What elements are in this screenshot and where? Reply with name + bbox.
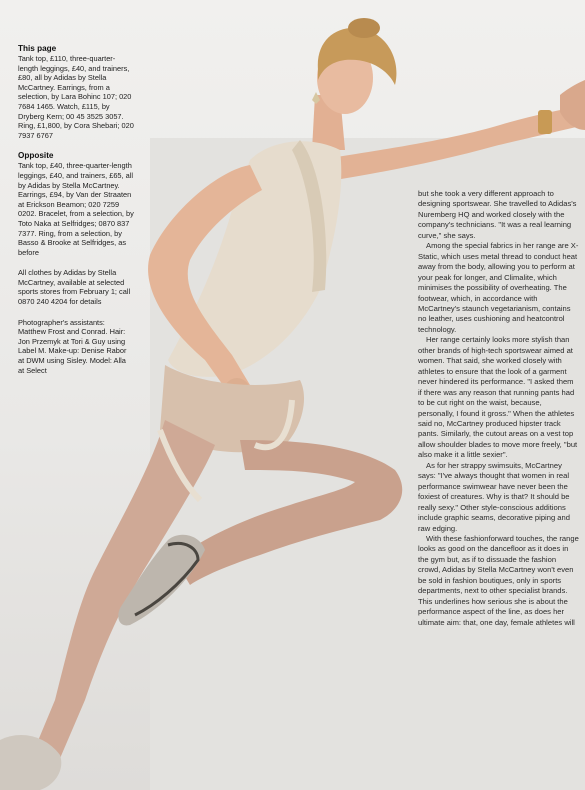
leggings-back-leg bbox=[30, 420, 215, 770]
credits-this-page-heading: This page bbox=[18, 44, 57, 53]
credits-photography-text: Photographer's assistants: Matthew Frost and Conrad. Hair: Jon Przemyk at Tori & Guy using Label M. Make-up: Denise Rabor at DWM using Sisley. Model: Alla at Select bbox=[18, 317, 127, 375]
credits-stockists-text: All clothes by Adidas by Stella McCartney, available at selected sports stores from February 1; call 0870 240 4204 for details bbox=[18, 268, 131, 307]
credits-stockists bbox=[18, 268, 134, 306]
credits-opposite-heading: Opposite bbox=[18, 151, 54, 161]
credits-opposite bbox=[18, 151, 134, 257]
article-paragraph: but she took a very different approach to designing sportswear. She travelled to Adidas's Nuremberg HQ and worked closely with the company's technicians. "It was a real learning curve," she says. bbox=[418, 189, 577, 240]
credits-this-page-text: Tank top, £110, three-quarter-length leggings, £40, and trainers, £80, all by Adidas by Stella McCartney. Earrings, from a selection, by Lara Bohinc 107; 020 7684 1465. Watch, £115, by Dryberg Kern; 00 45 3525 3057. Ring, £1,800, by Cora Shebari; 020 7937 6767 bbox=[18, 54, 134, 140]
article-paragraph: Her range certainly looks more stylish than other brands of high-tech sportswear aimed at women. That said, she worked closely with athletes to ensure that the look of a garment never hindered its performance. "I asked them if there was any reason that running pants had to be cut right on the waist, because, personally, I found it gross." When the athletes said no, McCartney produced hipster track pants. Similarly, the cutout areas on a vest top allow shoulder blades to move more freely, "but also make it a little sexier". bbox=[418, 335, 578, 460]
leggings-front-leg bbox=[175, 440, 402, 585]
hair-bun bbox=[348, 18, 380, 38]
article-paragraph: As for her strappy swimsuits, McCartney says: "I've always thought that women in real performance swimwear have never been the foxiest of creatures. Why is that? It should be really sexy." Other style-conscious additions include graphic seams, decorative piping and raw edging. bbox=[418, 460, 570, 533]
credits-opposite-text: Tank top, £40, three-quarter-length leggings, £40, and trainers, £65, all by Adidas by Stella McCartney. Earrings, £94, by Van der Straaten at Erickson Beamon; 020 7259 0202. Bracelet, from a selection, by Toto Naka at Selfridges; 0870 837 7377. Ring, from a selection, by Basso & Brooke at Selfridges, as before bbox=[18, 161, 134, 257]
credits-sidebar bbox=[18, 44, 134, 386]
credits-this-page bbox=[18, 44, 134, 140]
article-paragraph: Among the special fabrics in her range are X-Static, which uses metal thread to conduct heat away from the body, allowing you to perform at your peak for longer, and Climalite, which minimises the possibility of overheating. The footwear, which, in accordance with McCartney's staunch vegetarianism, contains no leather, uses cushioning and heatcontrol technology. bbox=[418, 241, 579, 334]
article-paragraph: With these fashionforward touches, the range looks as good on the dancefloor as it does in the gym but, as if to dissuade the fashion crowd, Adidas by Stella McCartney won't even be sold in fashion boutiques, only in sports departments, next to other specialist brands. This underlines how serious she is about the performance aspect of the line, as does her ultimate aim: that, one day, female athletes will bbox=[418, 533, 579, 627]
article-column bbox=[418, 189, 579, 628]
credits-photography bbox=[18, 318, 134, 376]
watch bbox=[538, 110, 552, 134]
